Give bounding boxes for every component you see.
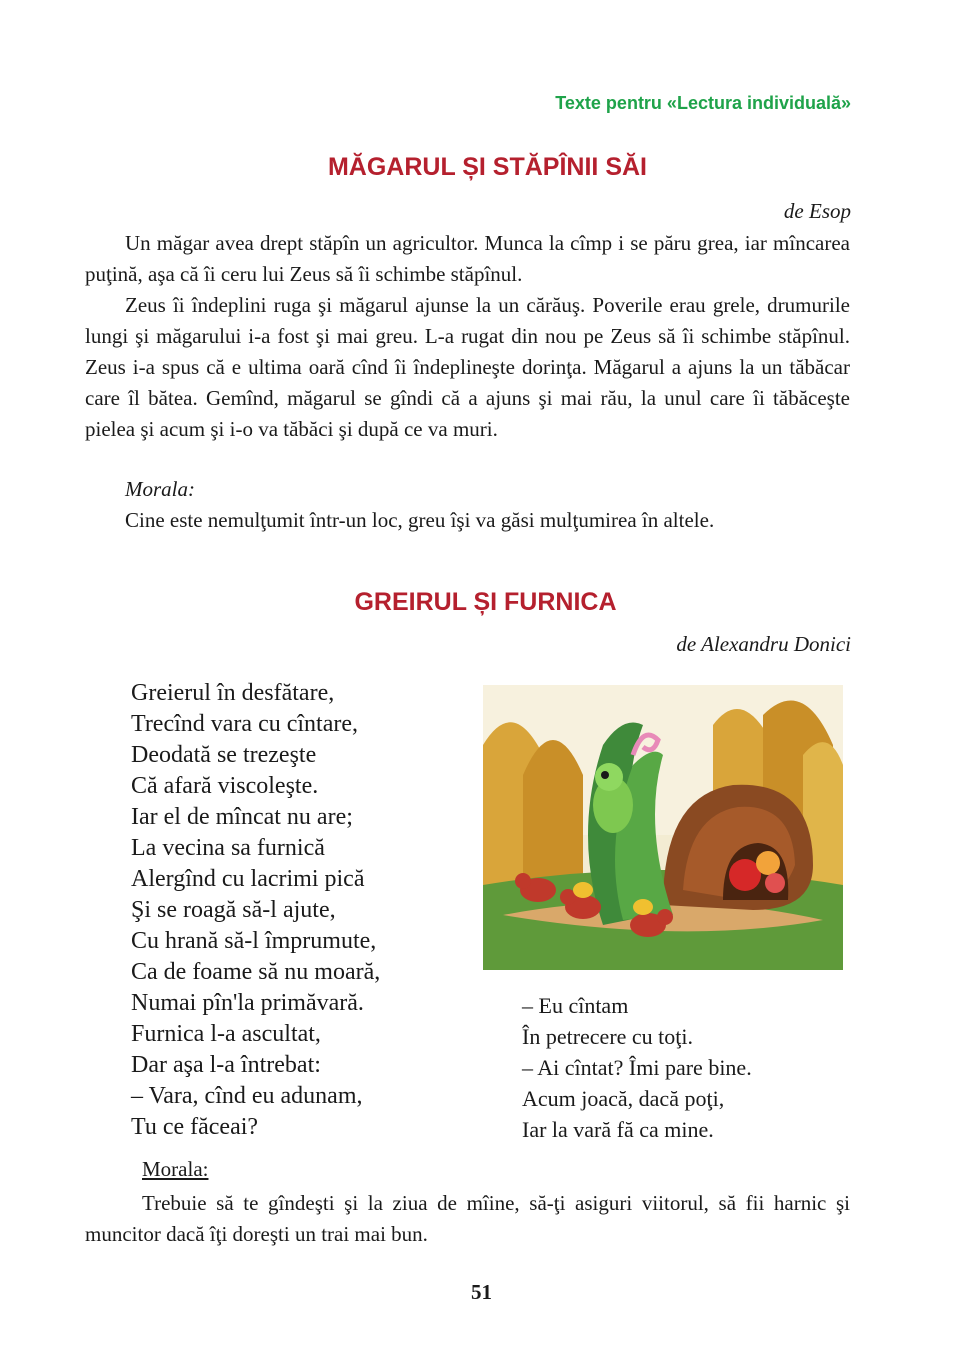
- story2-moral-label: Morala:: [142, 1157, 209, 1181]
- story1-moral-label: Morala:: [125, 477, 195, 501]
- poem-line: Acum joacă, dacă poţi,: [522, 1086, 725, 1111]
- story2-title: GREIRUL ȘI FURNICA: [354, 588, 617, 616]
- story1-moral-text: Cine este nemulţumit într-un loc, greu îşi va găsi mulţumirea în altele.: [125, 508, 715, 532]
- section-header: Texte pentru «Lectura individuală»: [555, 93, 851, 113]
- cricket-ant-illustration: [483, 685, 843, 970]
- poem-line: Furnica l-a ascultat,: [131, 1021, 321, 1047]
- poem-line: Cu hrană să-l împrumute,: [131, 928, 377, 954]
- poem-line: Numai pîn'la primăvară.: [131, 990, 364, 1016]
- story2-author: de Alexandru Donici: [676, 632, 851, 656]
- story1-paragraph: Un măgar avea drept stăpîn un agricultor. Munca la cîmp i se păru grea, iar mîncarea puţină, aşa că îi ceru lui Zeus să îi schimbe stăpînul.: [85, 231, 850, 286]
- story1-author: de Esop: [783, 199, 851, 223]
- story1-title: MĂGARUL ȘI STĂPÎNII SĂI: [327, 153, 647, 181]
- page-number: 51: [471, 1280, 492, 1304]
- poem-line: – Eu cîntam: [522, 993, 629, 1018]
- poem-line: Iar la vară fă ca mine.: [522, 1117, 714, 1142]
- poem-line: Deodată se trezeşte: [131, 742, 317, 768]
- poem-line: Iar el de mîncat nu are;: [131, 804, 353, 830]
- poem-line: Greierul în desfătare,: [131, 680, 335, 706]
- poem-line: Că afară viscoleşte.: [131, 773, 319, 799]
- poem-line: Tu ce făceai?: [131, 1114, 259, 1140]
- story2-moral-body: [85, 1188, 850, 1250]
- poem-line: – Vara, cînd eu adunam,: [131, 1083, 363, 1109]
- story1-body: [85, 228, 850, 445]
- poem-line: La vecina sa furnică: [131, 835, 325, 861]
- poem-line: – Ai cîntat? Îmi pare bine.: [522, 1055, 752, 1080]
- poem-line: În petrecere cu toţi.: [522, 1024, 694, 1049]
- poem-right-column: [522, 990, 752, 1145]
- poem-line: Alergînd cu lacrimi pică: [131, 866, 365, 892]
- poem-line: Şi se roagă să-l ajute,: [131, 897, 336, 923]
- poem-line: Trecînd vara cu cîntare,: [131, 711, 359, 737]
- poem-line: Ca de foame să nu moară,: [131, 959, 381, 985]
- poem-line: Dar aşa l-a întrebat:: [131, 1052, 321, 1078]
- story1-paragraph: Zeus îi îndeplini ruga şi măgarul ajunse la un cărăuş. Poverile erau grele, drumurile lungi şi măgarului i-a fost şi mai greu. L-a rugat din nou pe Zeus să îi schimbe stăpînul. Zeus i-a spus că e ultima oară cînd îi îndeplineşte dorinţa. Măgarul a ajuns la un tăbăcar care îl bătea. Gemînd, măgarul se gîndi că a ajuns şi mai rău, la unul care îi tăbăceşte pielea şi acum şi i-o va tăbăci şi după ce va muri.: [85, 293, 850, 441]
- poem-left-column: [131, 678, 380, 1143]
- story2-moral-text: Trebuie să te gîndeşti şi la ziua de mîine, să-ţi asiguri viitorul, să fii harnic şi muncitor dacă îţi doreşti un trai mai bun.: [85, 1191, 850, 1246]
